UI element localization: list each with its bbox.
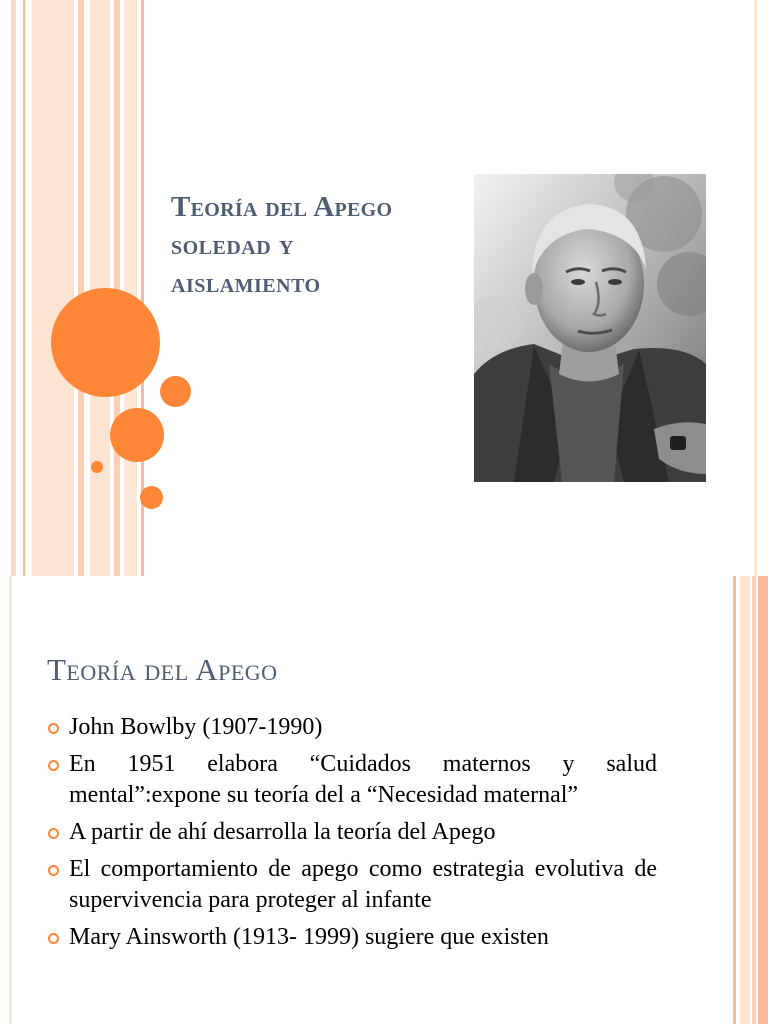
decorative-circle-small	[91, 461, 103, 473]
decorative-stripe	[23, 0, 25, 576]
decorative-stripe	[754, 0, 757, 576]
decorative-circle	[140, 486, 163, 509]
ring-bullet-icon	[48, 723, 59, 734]
bullet-text: John Bowlby (1907-1990)	[69, 714, 323, 740]
decorative-stripe	[752, 576, 756, 1024]
decorative-stripe	[740, 576, 750, 1024]
title-line-3: aislamiento	[171, 267, 321, 299]
bullet-list	[47, 712, 657, 959]
decorative-stripe	[11, 0, 16, 576]
decorative-stripe	[733, 576, 736, 1024]
bullet-text: El comportamiento de apego como estrategia evolutiva de supervivencia para proteger al infante	[69, 856, 657, 913]
bullet-text: En 1951 elabora “Cuidados maternos y salud mental”:expone su teoría del a “Necesidad maternal”	[69, 751, 657, 808]
bullet-item	[47, 749, 657, 811]
bullet-text: A partir de ahí desarrolla la teoría del Apego	[69, 819, 496, 845]
bullet-item	[47, 712, 657, 743]
title-line-1: Teoría del Apego	[171, 191, 393, 223]
bullet-item	[47, 854, 657, 916]
slide-title	[171, 188, 481, 302]
decorative-stripe	[9, 576, 12, 1024]
slide-title: Teoría del Apego	[47, 652, 278, 687]
decorative-circle	[160, 376, 191, 407]
decorative-circle-large	[51, 288, 160, 397]
decorative-circle	[110, 408, 164, 462]
bullet-item	[47, 817, 657, 848]
decorative-stripe	[758, 576, 768, 1024]
ring-bullet-icon	[48, 828, 59, 839]
ring-bullet-icon	[48, 865, 59, 876]
bullet-item	[47, 922, 657, 953]
ring-bullet-icon	[48, 933, 59, 944]
decorative-stripe	[124, 0, 137, 576]
decorative-stripe	[78, 0, 84, 576]
portrait-photo	[474, 174, 706, 482]
ring-bullet-icon	[48, 760, 59, 771]
title-line-2: soledad y	[171, 229, 294, 261]
bullet-text: Mary Ainsworth (1913- 1999) sugiere que existen	[69, 924, 549, 950]
decorative-stripe	[32, 0, 74, 576]
